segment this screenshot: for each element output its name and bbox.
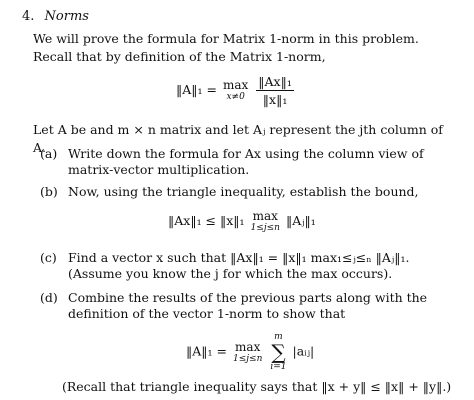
part-b-max-operator: max 1≤j≤n xyxy=(250,209,280,233)
matrix-norm-definition xyxy=(176,74,296,107)
part-a-text: Write down the formula for Ax using the column view of matrix-vector multiplication. xyxy=(68,146,424,177)
part-b-equation xyxy=(168,210,316,233)
part-b-text: Now, using the triangle inequality, establish the bound, xyxy=(68,184,419,199)
part-b-eq-lhs: ‖Ax‖₁ ≤ ‖x‖₁ xyxy=(168,213,245,228)
part-b-label: (b) xyxy=(40,184,58,199)
part-d xyxy=(40,290,450,326)
problem-title: Norms xyxy=(44,9,89,24)
setup-paragraph: Let A be and m × n matrix and let Aⱼ represent the jth column of A. xyxy=(33,122,443,155)
part-d-label: (d) xyxy=(40,290,58,305)
part-b-eq-rhs: ‖Aⱼ‖₁ xyxy=(285,213,316,228)
problem-number: 4. xyxy=(22,9,35,24)
part-d-text: Combine the results of the previous parts along with the definition of the vector 1-norm to show that xyxy=(68,290,428,321)
part-c xyxy=(40,250,450,286)
triangle-inequality-note: (Recall that triangle inequality says that ‖x + y‖ ≤ ‖x‖ + ‖y‖.) xyxy=(62,379,452,394)
part-a xyxy=(40,146,450,182)
definition-max-operator: max x≠0 xyxy=(222,78,249,102)
problem-heading xyxy=(22,9,89,24)
definition-lhs: ‖A‖₁ = xyxy=(176,82,217,97)
part-d-summation: m ∑ i=1 xyxy=(270,332,287,372)
definition-denominator: ‖x‖₁ xyxy=(262,92,288,107)
part-a-label: (a) xyxy=(40,146,58,161)
part-d-eq-lhs: ‖A‖₁ = xyxy=(186,343,227,359)
definition-numerator: ‖Ax‖₁ xyxy=(258,74,292,89)
part-c-text: Find a vector x such that ‖Ax‖₁ = ‖x‖₁ max₁≤ⱼ≤ₙ ‖Aⱼ‖₁. (Assume you know the j for which the max occurs). xyxy=(68,250,410,281)
intro-paragraph: We will prove the formula for Matrix 1-norm in this problem. Recall that by definition of the Matrix 1-norm, xyxy=(33,31,419,64)
part-b xyxy=(40,184,450,204)
part-c-label: (c) xyxy=(40,250,57,265)
part-d-max-operator: max 1≤j≤n xyxy=(232,339,263,364)
part-d-equation xyxy=(186,332,314,372)
definition-fraction xyxy=(256,74,294,107)
part-d-eq-rhs: |aᵢⱼ| xyxy=(292,343,315,359)
